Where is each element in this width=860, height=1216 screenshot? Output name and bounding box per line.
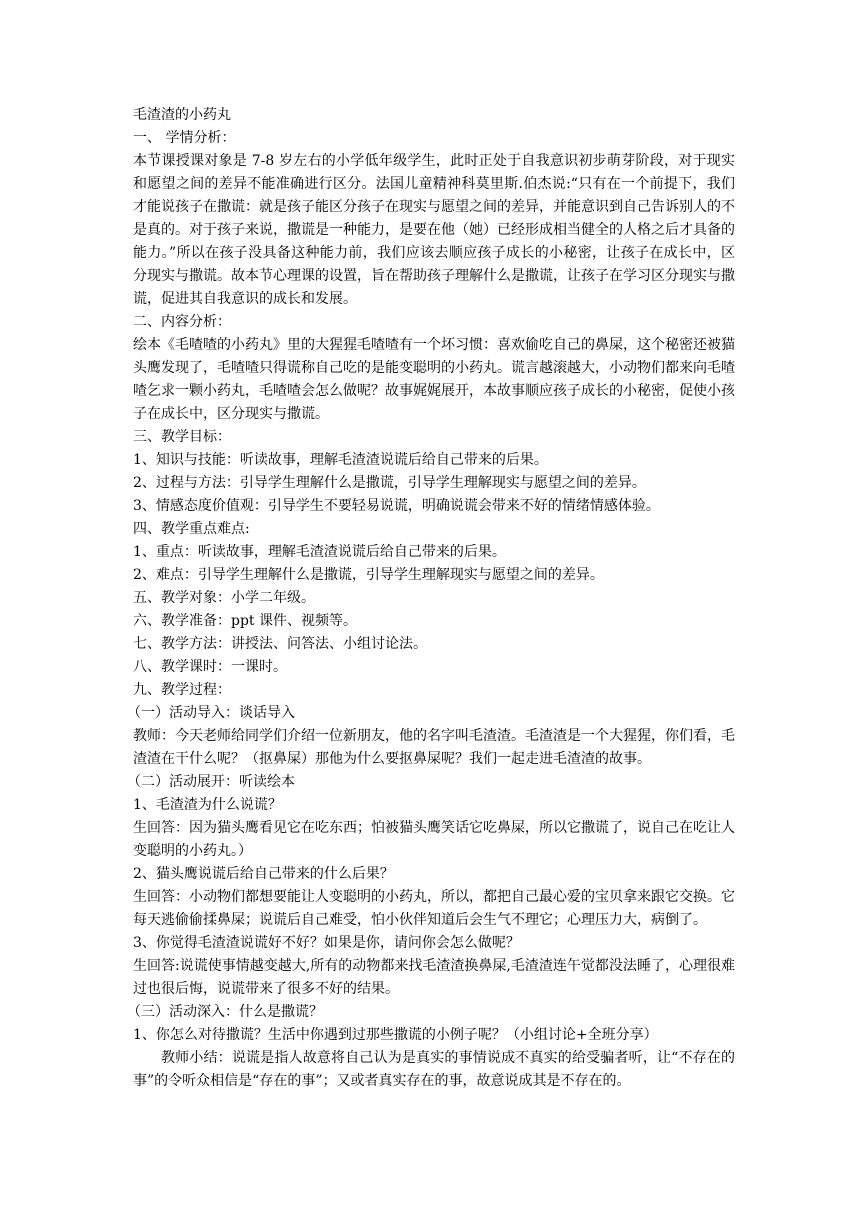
answer-item: 生回答：因为猫头鹰看见它在吃东西；怕被猫头鹰笑话它吃鼻屎，所以它撒谎了，说自己在吃让人变聪明的小药丸。） <box>133 820 735 859</box>
question-item: 1、你怎么对待撒谎？生活中你遇到过那些撒谎的小例子呢？（小组讨论+全班分享） <box>133 1027 658 1043</box>
key-point-item: 1、重点：听读故事，理解毛渣渣说谎后给自己带来的后果。 <box>133 544 506 560</box>
section-heading-content: 二、内容分析： <box>133 314 231 330</box>
goal-item: 2、过程与方法：引导学生理解什么是撒谎，引导学生理解现实与愿望之间的差异。 <box>133 475 646 491</box>
section-heading-preparation: 六、教学准备：ppt 课件、视频等。 <box>133 613 357 629</box>
process-part2-heading: （二）活动展开：听读绘本 <box>127 774 295 790</box>
paragraph-content-analysis: 绘本《毛喳喳的小药丸》里的大猩猩毛喳喳有一个坏习惯：喜欢偷吃自己的鼻屎，这个秘密还被猫头鹰发现了，毛喳喳只得谎称自己吃的是能变聪明的小药丸。谎言越滚越大，小动物们都来向毛喳喳乞求一颗小药丸，毛喳喳会怎么做呢？故事娓娓展开，本故事顺应孩子成长的小秘密，促使小孩子在成长中，区分现实与撒谎。 <box>133 337 735 422</box>
question-item: 1、毛渣渣为什么说谎？ <box>133 797 282 813</box>
process-part3-heading: （三）活动深入：什么是撒谎？ <box>127 1004 323 1020</box>
question-item: 2、猫头鹰说谎后给自己带来的什么后果？ <box>133 866 394 882</box>
document-title: 毛渣渣的小药丸 <box>133 107 231 123</box>
section-heading-key-points: 四、教学重点难点: <box>133 521 250 537</box>
section-heading-goals: 三、教学目标： <box>133 429 231 445</box>
question-item: 3、你觉得毛渣渣说谎好不好？如果是你，请问你会怎么做呢？ <box>133 935 520 951</box>
paragraph-learning-analysis: 本节课授课对象是 7-8 岁左右的小学低年级学生，此时正处于自我意识初步萌芽阶段，对于现实和愿望之间的差异不能准确进行区分。法国儿童精神科莫里斯.伯杰说:“只有在一个前提下，我们才能说孩子在撒谎：就是孩子能区分孩子在现实与愿望之间的差异，并能意识到自己告诉别人的不是真的。对于孩子来说，撒谎是一种能力，是要在他（她）已经形成相当健全的人格之后才具备的能力。”所以在孩子没具备这种能力前，我们应该去顺应孩子成长的小秘密，让孩子在成长中，区分现实与撒谎。故本节心理课的设置，旨在帮助孩子理解什么是撒谎，让孩子在学习区分现实与撒谎，促进其自我意识的成长和发展。 <box>133 153 735 307</box>
section-heading-methods: 七、教学方法：讲授法、问答法、小组讨论法。 <box>133 636 427 652</box>
section-heading-duration: 八、教学课时：一课时。 <box>133 659 287 675</box>
document-page <box>127 104 735 1093</box>
answer-item: 生回答：小动物们都想要能让人变聪明的小药丸，所以，都把自己最心爱的宝贝拿来跟它交换。它每天逃偷偷揉鼻屎；说谎后自己难受，怕小伙伴知道后会生气不理它；心理压力大，病倒了。 <box>133 889 735 928</box>
process-part1-heading: （一）活动导入：谈话导入 <box>127 705 295 721</box>
teacher-summary: 教师小结：说谎是指人故意将自己认为是真实的事情说成不真实的给受骗者听，让“不存在的事”的令听众相信是“存在的事”；又或者真实存在的事，故意说成其是不存在的。 <box>133 1050 735 1089</box>
goal-item: 1、知识与技能：听读故事，理解毛渣渣说谎后给自己带来的后果。 <box>133 452 548 468</box>
section-heading-process: 九、教学过程： <box>133 682 231 698</box>
goal-item: 3、情感态度价值观：引导学生不要轻易说谎，明确说谎会带来不好的情绪情感体验。 <box>133 498 660 514</box>
key-point-item: 2、难点：引导学生理解什么是撒谎，引导学生理解现实与愿望之间的差异。 <box>133 567 604 583</box>
section-heading-audience: 五、教学对象：小学二年级。 <box>133 590 315 606</box>
process-part1-text: 教师：今天老师给同学们介绍一位新朋友，他的名字叫毛渣渣。毛渣渣是一个大猩猩，你们看，毛渣渣在干什么呢？（抠鼻屎）那他为什么要抠鼻屎呢？我们一起走进毛渣渣的故事。 <box>133 728 735 767</box>
section-heading-learning: 一、 学情分析： <box>133 130 236 146</box>
answer-item: 生回答:说谎使事情越变越大,所有的动物都来找毛渣渣换鼻屎,毛渣渣连午觉都没法睡了，心理很难过也很后悔，说谎带来了很多不好的结果。 <box>133 958 735 997</box>
